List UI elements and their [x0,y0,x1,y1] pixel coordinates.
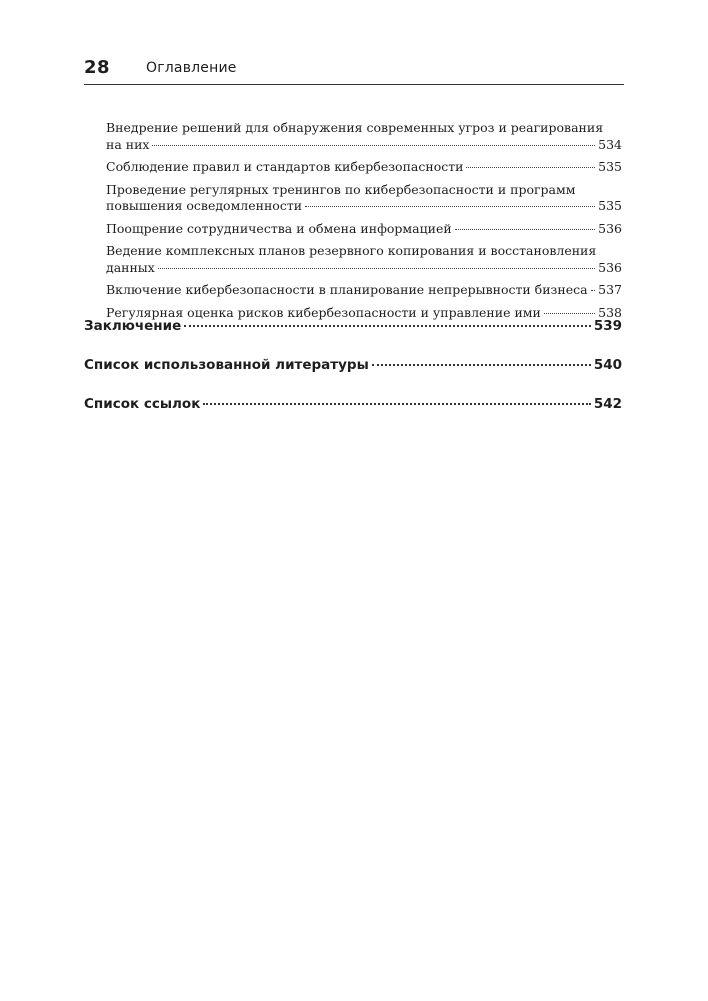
dot-leader [158,268,595,269]
chapter-title: Список использованной литературы [84,357,369,373]
toc-entry-title: Включение кибербезопасности в планирование непрерывности бизнеса [106,282,588,297]
toc-entry-page: 535 [598,159,622,174]
toc-entry-page: 537 [598,282,622,297]
chapter-title: Список ссылок [84,396,201,412]
toc-chapters [84,318,622,435]
chapter-title: Заключение [84,318,182,334]
toc-entry-page: 534 [598,136,622,152]
toc-entry-line [106,198,622,215]
toc-entry-title: Регулярная оценка рисков кибербезопасности и управление ими [106,304,541,320]
toc-subsections [106,120,622,327]
page-number: 28 [84,57,111,78]
dot-leader [305,206,595,207]
toc-chapter-conclusion [84,318,622,357]
dot-leader [466,167,595,168]
toc-entry-title-line2: на них [106,136,150,152]
toc-entry [106,182,622,215]
toc-entry-page: 536 [598,220,622,236]
dot-leader [455,229,595,230]
toc-entry-line [106,260,622,277]
dot-leader [184,325,591,327]
toc-entry [106,282,622,299]
chapter-page: 542 [593,396,622,412]
toc-entry-page: 538 [598,304,622,320]
toc-entry [106,243,622,276]
dot-leader [203,403,590,405]
toc-entry-title-line2: данных [106,259,155,275]
chapter-page: 540 [593,357,622,373]
running-title: Оглавление [146,60,237,76]
toc-entry-title: Поощрение сотрудничества и обмена информацией [106,220,452,236]
toc-entry-title-line1: Проведение регулярных тренингов по кибербезопасности и программ [106,181,576,197]
toc-entry [106,120,622,153]
toc-entry-title-line2: повышения осведомленности [106,198,303,213]
dot-leader [591,290,596,291]
toc-chapter-bibliography [84,357,622,396]
toc-entry [106,221,622,238]
toc-entry-title-line1: Ведение комплексных планов резервного копирования и восстановления [106,243,597,258]
toc-entry-line [106,159,622,176]
toc-entry-title-line1: Внедрение решений для обнаружения современных угроз и реагирования [106,120,604,135]
chapter-page: 539 [593,318,622,334]
dot-leader [544,313,595,314]
dot-leader [152,145,595,146]
toc-entry [106,159,622,176]
running-header [84,54,624,85]
toc-entry-line [106,282,622,299]
toc-entry-page: 536 [598,259,622,275]
toc-chapter-references [84,396,622,435]
toc-entry-page: 535 [598,198,622,213]
dot-leader [372,364,591,366]
toc-entry-line [106,221,622,238]
toc-entry-line [106,137,622,154]
toc-entry-title: Соблюдение правил и стандартов кибербезопасности [106,159,464,174]
